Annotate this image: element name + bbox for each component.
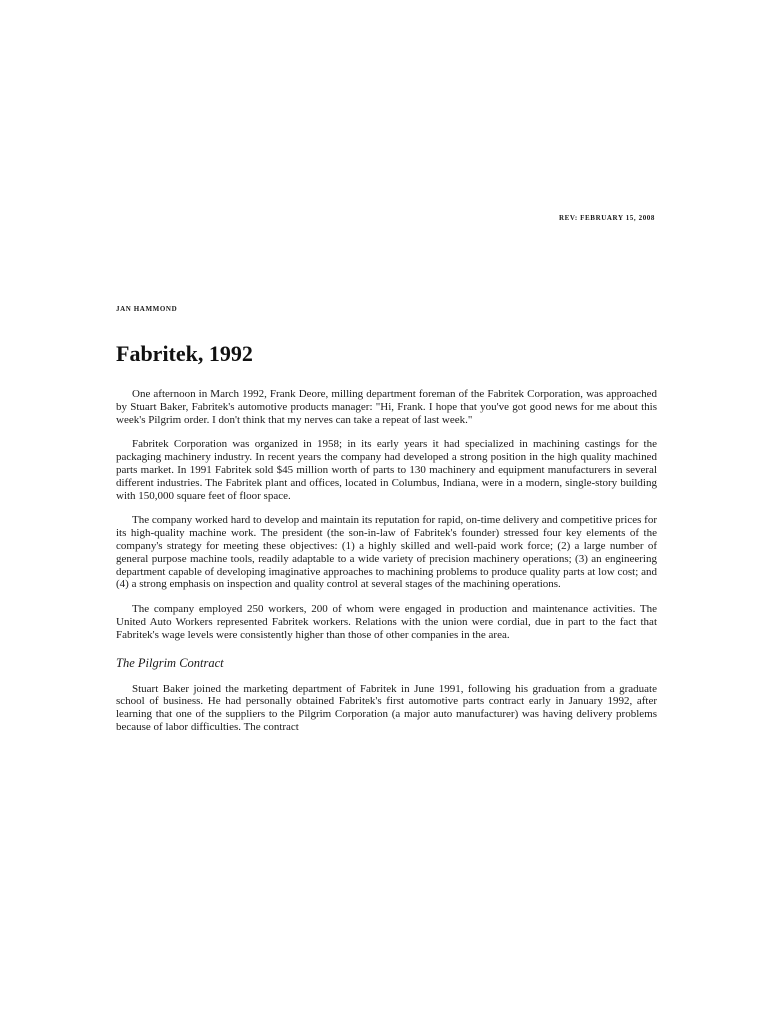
paragraph: The company worked hard to develop and maintain its reputation for rapid, on-time delivery and competitive prices for its high-quality machine work. The president (the son-in-law of Fabritek's founder) stressed four key elements of the company's strategy for meeting these objectives: (1) a highly skilled and well-paid work force; (2) a large number of general purpose machine tools, readily adaptable to a wide variety of precision machinery operations; (3) an engineering department capable of developing imaginative approaches to machining problems to produce quality parts at low cost; and (4) a strong emphasis on inspection and quality control at several stages of the machining operations. [116, 514, 657, 591]
paragraph: The company employed 250 workers, 200 of whom were engaged in production and maintenance activities. The United Auto Workers represented Fabritek workers. Relations with the union were cordial, due in part to the fact that Fabritek's wage levels were consistently higher than those of other companies in the area. [116, 603, 657, 641]
document-body [116, 388, 657, 746]
paragraph: Fabritek Corporation was organized in 1958; in its early years it had specialized in machining castings for the packaging machinery industry. In recent years the company had developed a strong position in the high quality machined parts market. In 1991 Fabritek sold $45 million worth of parts to 130 machinery and equipment manufacturers in several different industries. The Fabritek plant and offices, located in Columbus, Indiana, were in a modern, single-story building with 150,000 square feet of floor space. [116, 438, 657, 502]
paragraph: One afternoon in March 1992, Frank Deore, milling department foreman of the Fabritek Corporation, was approached by Stuart Baker, Fabritek's automotive products manager: "Hi, Frank. I hope that you've got good news for me about this week's Pilgrim order. I don't think that my nerves can take a repeat of last week." [116, 388, 657, 426]
section-heading: The Pilgrim Contract [116, 655, 224, 670]
revision-date: REV: FEBRUARY 15, 2008 [558, 214, 655, 222]
author-name: JAN HAMMOND [116, 305, 178, 313]
paragraph: Stuart Baker joined the marketing department of Fabritek in June 1991, following his graduation from a graduate school of business. He had personally obtained Fabritek's first automotive parts contract early in January 1992, after learning that one of the suppliers to the Pilgrim Corporation (a major auto manufacturer) was having delivery problems because of labor difficulties. The contract [116, 682, 657, 733]
document-title: Fabritek, 1992 [116, 341, 253, 366]
